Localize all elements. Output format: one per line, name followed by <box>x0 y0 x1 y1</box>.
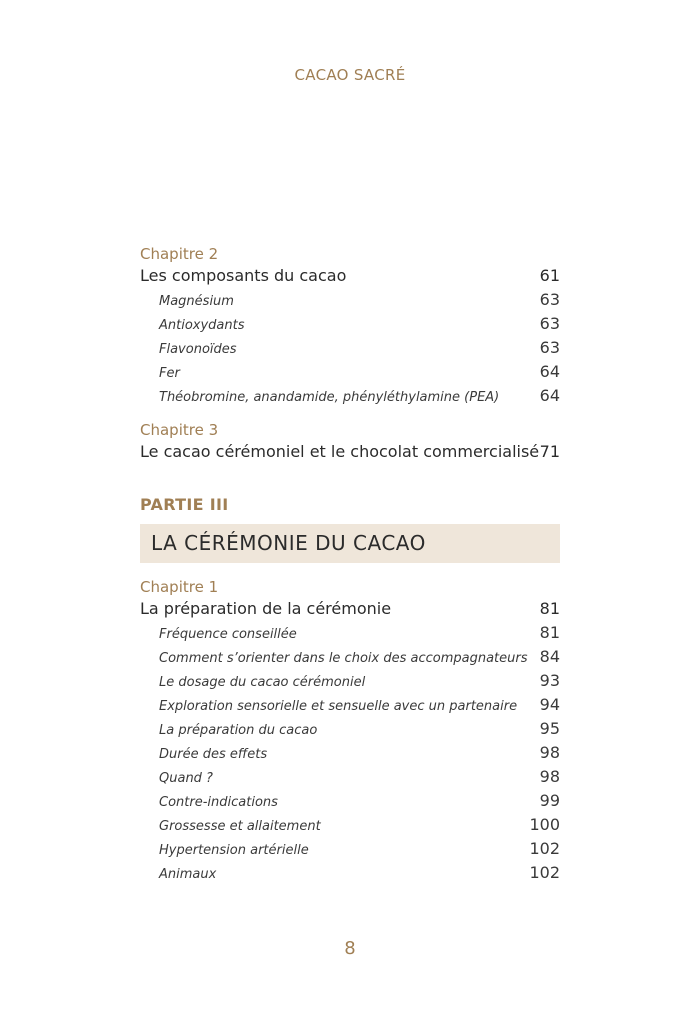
entry-title: Exploration sensorielle et sensuelle avec un partenaire <box>159 699 518 714</box>
toc-entry-section <box>140 741 560 765</box>
entry-title: La préparation du cacao <box>159 723 318 738</box>
entry-page: 94 <box>539 695 560 714</box>
toc-entry-section <box>140 384 560 408</box>
toc-entry-section <box>140 288 560 312</box>
entry-page: 63 <box>539 290 560 309</box>
entry-title: Contre-indications <box>159 795 278 810</box>
entry-title: Fer <box>159 366 180 381</box>
toc-entry-section <box>140 693 560 717</box>
toc-entry-section <box>140 717 560 741</box>
entry-title: Quand ? <box>159 771 213 786</box>
entry-page: 63 <box>539 338 560 357</box>
toc-entry-section <box>140 312 560 336</box>
entry-title: Magnésium <box>159 294 234 309</box>
part-title-banner: LA CÉRÉMONIE DU CACAO <box>140 524 560 563</box>
entry-title: Durée des effets <box>159 747 268 762</box>
toc-entry-section <box>140 621 560 645</box>
entry-page: 100 <box>529 815 560 834</box>
entry-page: 84 <box>539 647 560 666</box>
toc-entry-section <box>140 645 560 669</box>
entry-title: Théobromine, anandamide, phényléthylamine (PEA) <box>159 390 500 405</box>
entry-page: 64 <box>539 386 560 405</box>
toc-entry-section <box>140 789 560 813</box>
entry-page: 98 <box>539 767 560 786</box>
entry-title: Grossesse et allaitement <box>159 819 321 834</box>
chapter-label: Chapitre 2 <box>140 245 219 263</box>
toc-entry-chapter <box>140 597 560 621</box>
entry-title: Comment s’orienter dans le choix des accompagnateurs <box>159 651 528 666</box>
running-head: CACAO SACRÉ <box>294 66 406 84</box>
entry-title: Fréquence conseillée <box>159 627 297 642</box>
entry-title: Les composants du cacao <box>140 266 347 285</box>
toc-entry-chapter <box>140 440 560 464</box>
entry-page: 71 <box>539 442 560 461</box>
toc-entry-section <box>140 336 560 360</box>
toc-entry-section <box>140 360 560 384</box>
toc-entry-section <box>140 813 560 837</box>
entry-page: 98 <box>539 743 560 762</box>
entry-title: Animaux <box>159 867 217 882</box>
toc-entry-section <box>140 765 560 789</box>
entry-page: 64 <box>539 362 560 381</box>
toc-entry-section <box>140 669 560 693</box>
toc-entry-chapter <box>140 264 560 288</box>
table-of-contents <box>140 244 560 885</box>
chapter-label: Chapitre 3 <box>140 421 219 439</box>
entry-page: 95 <box>539 719 560 738</box>
toc-entry-section <box>140 837 560 861</box>
entry-page: 81 <box>539 599 560 618</box>
entry-page: 81 <box>539 623 560 642</box>
entry-page: 63 <box>539 314 560 333</box>
entry-title: Le cacao cérémoniel et le chocolat commercialisé <box>140 442 540 461</box>
entry-page: 93 <box>539 671 560 690</box>
entry-title: Antioxydants <box>159 318 245 333</box>
chapter-label: Chapitre 1 <box>140 578 219 596</box>
entry-page: 99 <box>539 791 560 810</box>
entry-title: Flavonoïdes <box>159 342 237 357</box>
toc-entry-section <box>140 861 560 885</box>
entry-title: La préparation de la cérémonie <box>140 599 392 618</box>
page-number: 8 <box>344 938 356 959</box>
entry-page: 61 <box>539 266 560 285</box>
entry-page: 102 <box>529 863 560 882</box>
entry-title: Hypertension artérielle <box>159 843 309 858</box>
entry-title: Le dosage du cacao cérémoniel <box>159 675 366 690</box>
part-label: PARTIE III <box>140 495 229 514</box>
entry-page: 102 <box>529 839 560 858</box>
